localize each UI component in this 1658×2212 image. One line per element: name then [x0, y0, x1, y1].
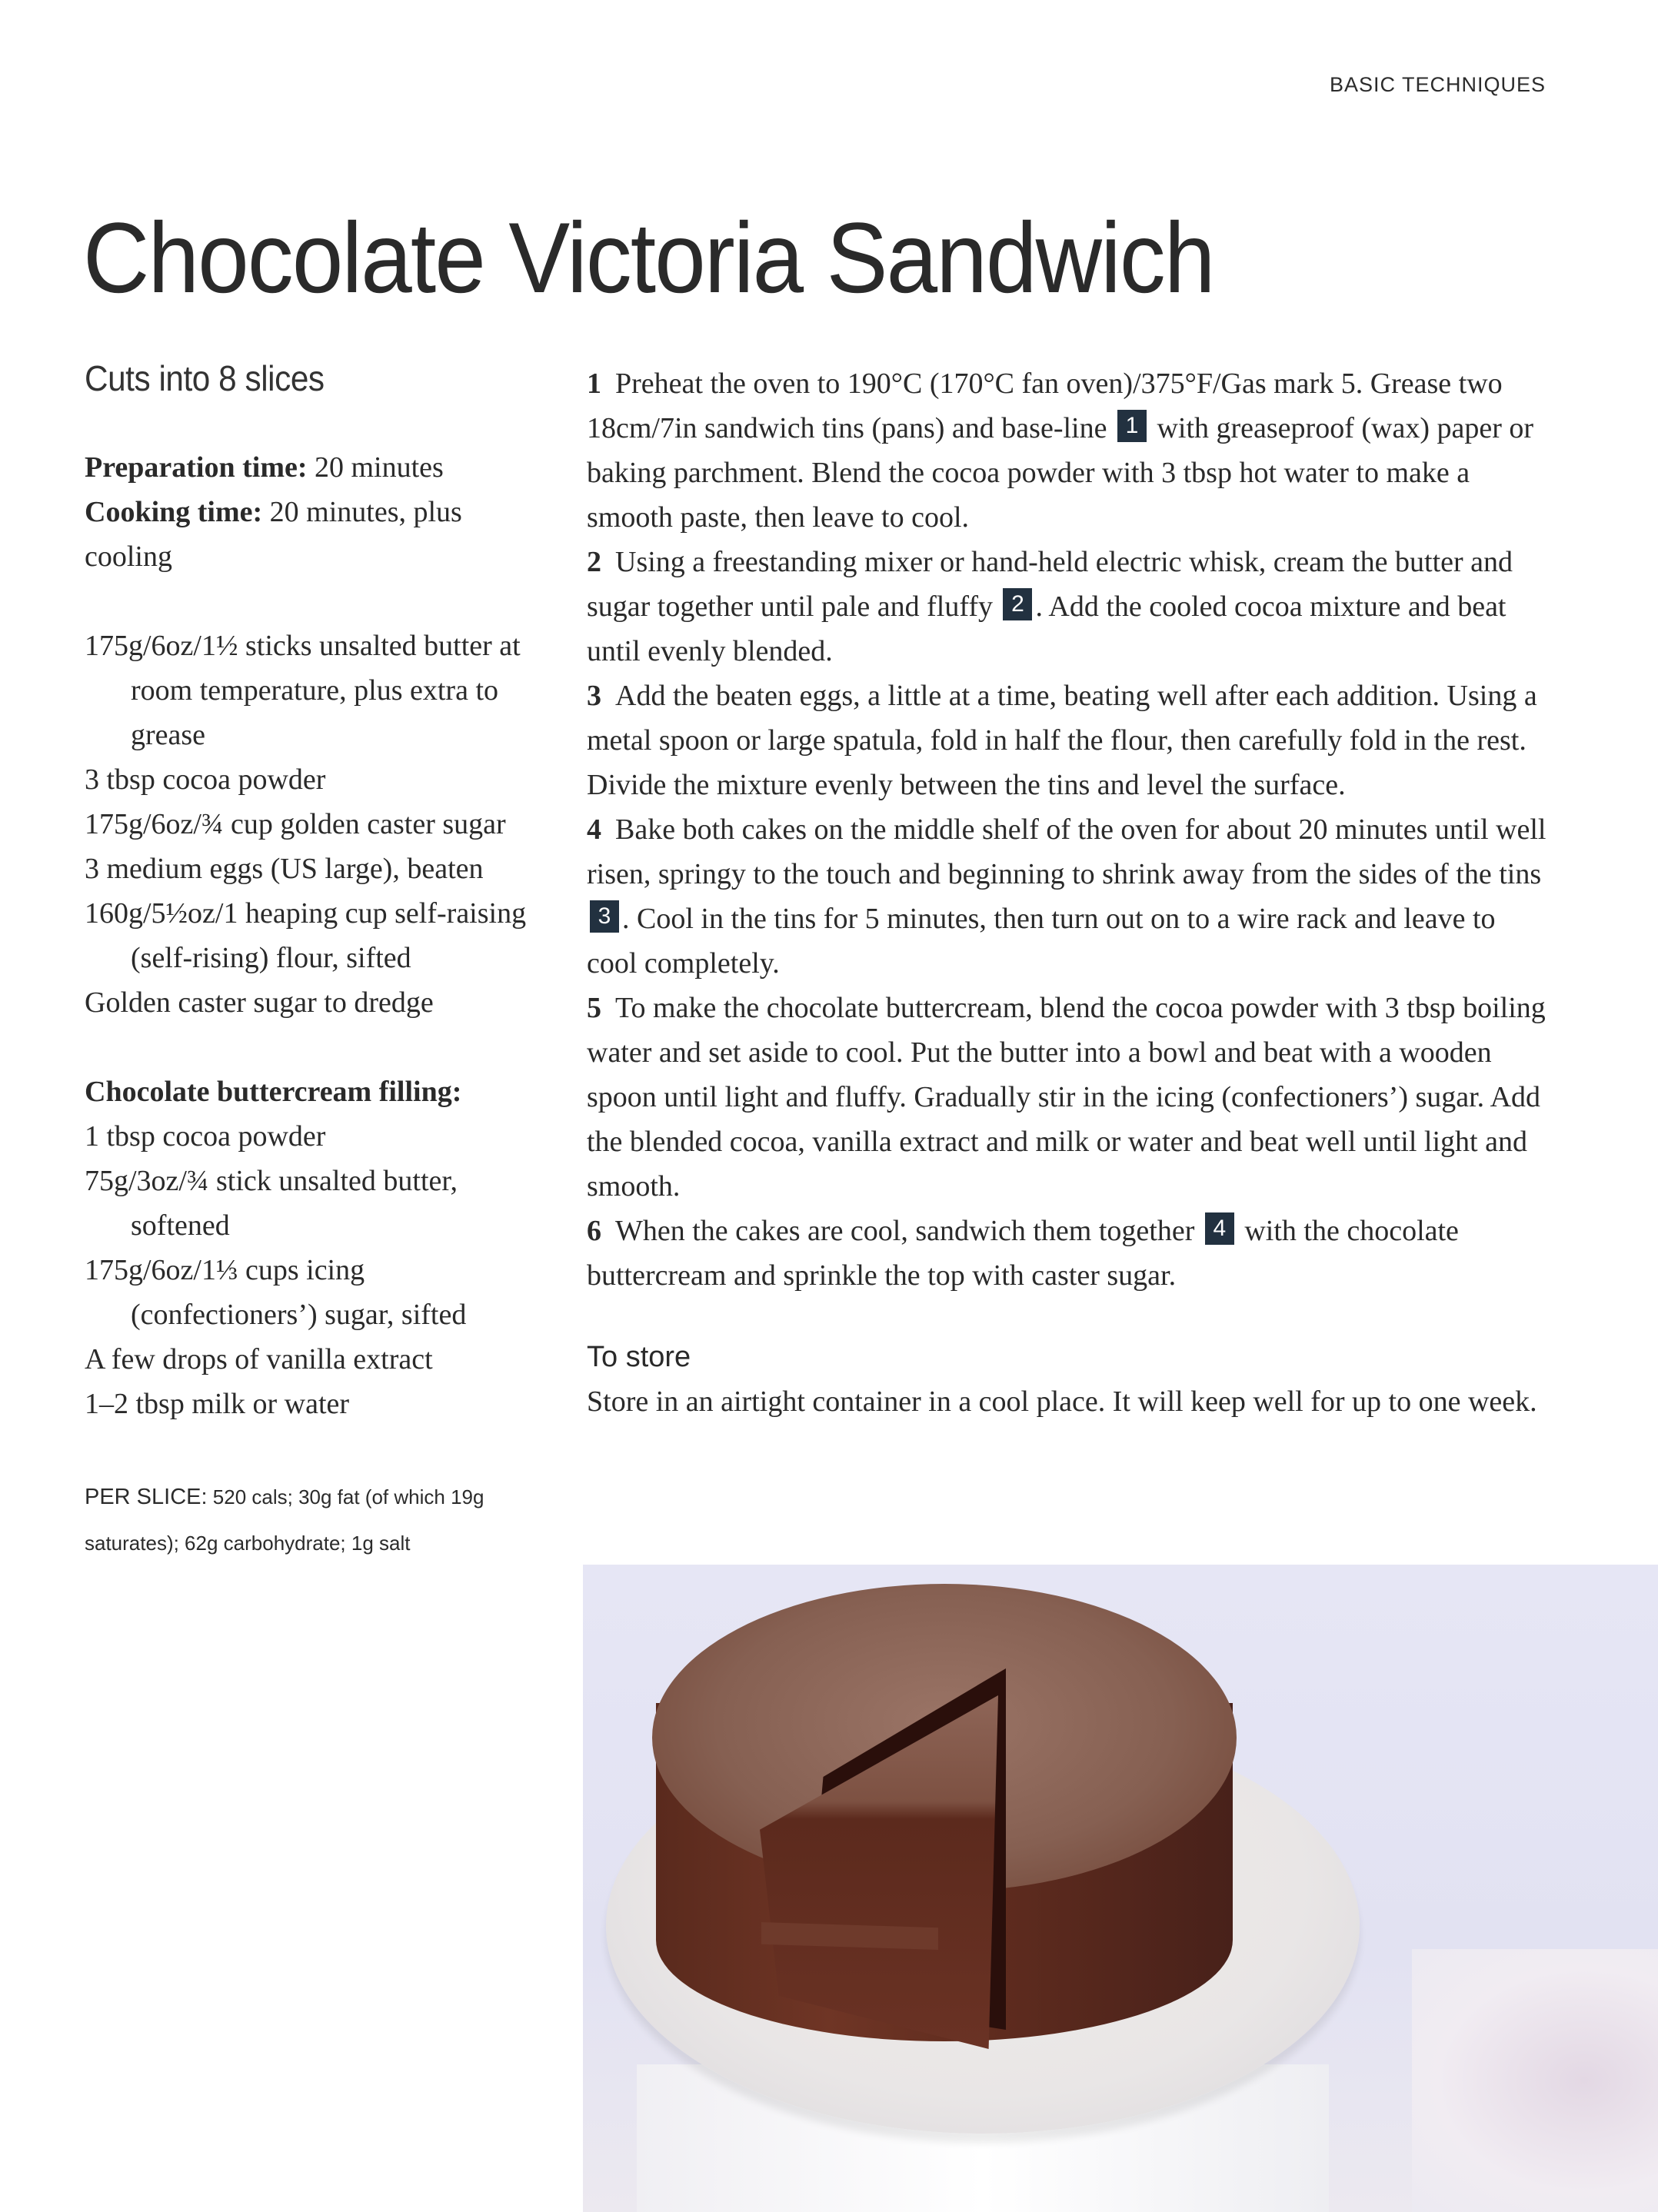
step-text: Add the beaten eggs, a little at a time, beating well after each addition. Using a metal spoon or large spatula, fold in half the flour, then carefully fold in the rest. Divide the mixture evenly between the tins and level the surface.	[587, 680, 1537, 801]
cake-photo	[583, 1565, 1658, 2212]
prep-time-label: Preparation time:	[85, 451, 308, 484]
filling-ingredient-item: 175g/6oz/1⅓ cups icing (confectioners’) sugar, sifted	[85, 1254, 467, 1331]
step-text: with greaseproof (wax) paper or baking parchment. Blend the cocoa powder with 3 tbsp hot water to make a smooth paste, then leave to cool.	[587, 412, 1534, 534]
filling-ingredient-item: 75g/3oz/¾ stick unsalted butter, softened	[85, 1165, 458, 1242]
filling-ingredient-item: 1–2 tbsp milk or water	[85, 1388, 350, 1420]
ingredient-item: 175g/6oz/¾ cup golden caster sugar	[85, 808, 506, 840]
method-step	[587, 361, 1548, 540]
photo-reference-badge: 4	[1205, 1212, 1234, 1245]
section-label: BASIC TECHNIQUES	[1329, 73, 1546, 96]
cook-time-value: 20 minutes, plus cooling	[85, 496, 462, 573]
step-text: . Cool in the tins for 5 minutes, then turn out on to a wire rack and leave to cool completely.	[587, 903, 1496, 980]
nutrition-text: 520 cals; 30g fat (of which 19g saturates); 62g carbohydrate; 1g salt	[85, 1485, 484, 1555]
prep-time	[85, 445, 546, 490]
cook-time	[85, 490, 546, 579]
recipe-yield: Cuts into 8 slices	[85, 358, 325, 398]
photo-reference-badge: 3	[590, 900, 619, 933]
nutrition-label: PER SLICE:	[85, 1485, 208, 1509]
step-text: Using a freestanding mixer or hand-held electric whisk, cream the butter and sugar together until pale and fluffy	[587, 546, 1513, 623]
ingredient-list	[85, 624, 546, 1025]
method-step	[587, 540, 1548, 674]
photo-reference-badge: 1	[1117, 410, 1147, 442]
ingredient-item: Golden caster sugar to dredge	[85, 986, 434, 1019]
cook-time-label: Cooking time:	[85, 496, 263, 528]
step-number: 3	[587, 680, 601, 712]
step-number: 5	[587, 992, 601, 1024]
step-text: When the cakes are cool, sandwich them together	[615, 1215, 1195, 1247]
recipe-times	[85, 445, 546, 579]
step-number: 4	[587, 813, 601, 846]
filling-heading: Chocolate buttercream filling:	[85, 1076, 462, 1108]
method-step	[587, 674, 1548, 807]
ingredient-item: 160g/5½oz/1 heaping cup self-raising (self-rising) flour, sifted	[85, 897, 527, 974]
nutrition-info	[85, 1474, 546, 1566]
method-step	[587, 986, 1548, 1209]
marble-surface	[1412, 1949, 1658, 2212]
step-text: Preheat the oven to 190°C (170°C fan oven)/375°F/Gas mark 5. Grease two 18cm/7in sandwich tins (pans) and base-line	[587, 368, 1503, 444]
photo-reference-badge: 2	[1003, 588, 1032, 620]
step-text: . Add the cooled cocoa mixture and beat until evenly blended.	[587, 590, 1507, 667]
ingredient-item: 3 tbsp cocoa powder	[85, 763, 326, 796]
storage-text: Store in an airtight container in a cool place. It will keep well for up to one week.	[587, 1385, 1537, 1418]
ingredient-item: 3 medium eggs (US large), beaten	[85, 853, 484, 885]
prep-time-value: 20 minutes	[307, 451, 444, 484]
recipe-sidebar	[85, 358, 546, 1566]
filling-ingredient-list	[85, 1114, 546, 1426]
step-number: 2	[587, 546, 601, 578]
filling-ingredient-item: A few drops of vanilla extract	[85, 1343, 433, 1375]
method-step	[587, 807, 1548, 986]
step-text: with the chocolate buttercream and sprinkle the top with caster sugar.	[587, 1215, 1459, 1292]
method	[587, 361, 1548, 1424]
step-text: To make the chocolate buttercream, blend the cocoa powder with 3 tbsp boiling water and set aside to cool. Put the butter into a bowl and beat with a wooden spoon until light and fluffy. Gradually stir in the icing (confectioners’) sugar. Add the blended cocoa, vanilla extract and milk or water and beat well until light and smooth.	[587, 992, 1546, 1202]
step-number: 1	[587, 368, 601, 400]
step-number: 6	[587, 1215, 601, 1247]
storage-heading: To store	[587, 1341, 691, 1373]
step-text: Bake both cakes on the middle shelf of the oven for about 20 minutes until well risen, springy to the touch and beginning to shrink away from the sides of the tins	[587, 813, 1546, 890]
filling-ingredient-item: 1 tbsp cocoa powder	[85, 1120, 326, 1153]
ingredient-item: 175g/6oz/1½ sticks unsalted butter at room temperature, plus extra to grease	[85, 630, 521, 751]
recipe-title: Chocolate Victoria Sandwich	[83, 201, 1214, 314]
method-steps	[587, 361, 1548, 1298]
method-step	[587, 1209, 1548, 1298]
